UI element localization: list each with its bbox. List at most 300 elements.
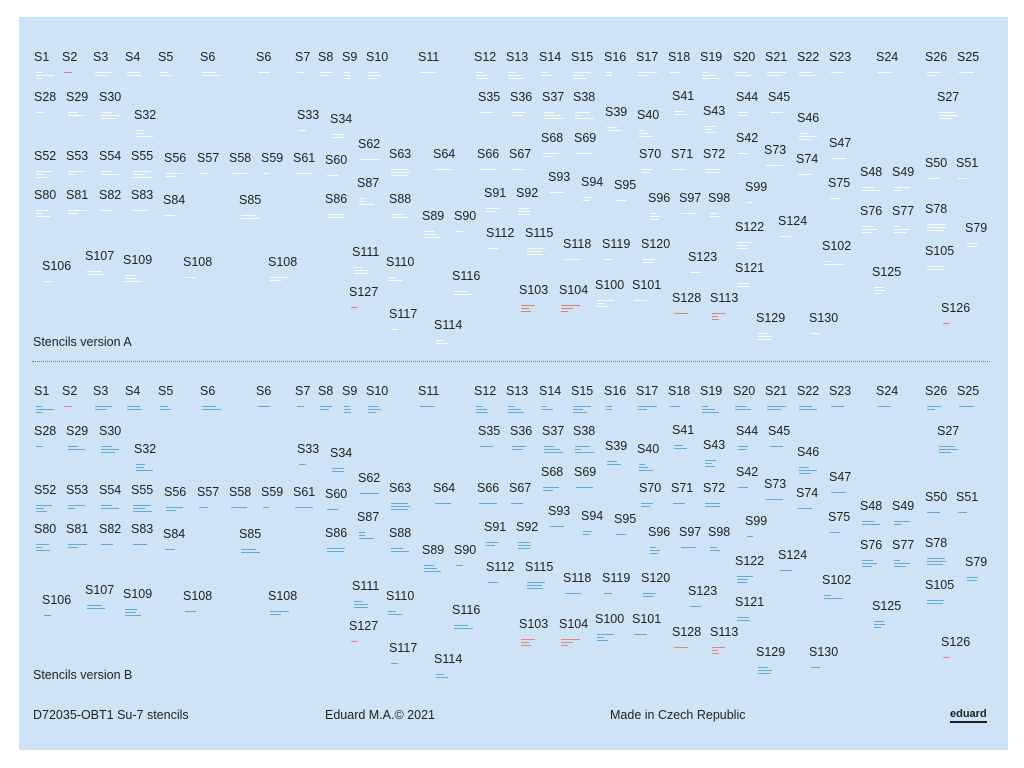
decal-stroke <box>573 75 583 76</box>
decal-stroke <box>36 112 43 113</box>
decal-stroke <box>927 406 941 407</box>
decal-stroke <box>327 509 338 510</box>
stencil-decal <box>344 72 351 81</box>
decal-stroke <box>767 75 781 76</box>
stencil-label: S10 <box>366 384 389 398</box>
stencil-label: S70 <box>639 147 662 161</box>
decal-stroke <box>862 524 880 525</box>
footer-copyright: Eduard M.A.© 2021 <box>325 708 435 722</box>
stencil-decal <box>391 548 409 554</box>
stencil-label: S42 <box>736 465 759 479</box>
stencil-decal <box>133 171 152 180</box>
stencil-label: S70 <box>639 481 662 495</box>
decal-stroke <box>673 169 685 170</box>
decal-stroke <box>327 548 345 549</box>
decal-stroke <box>544 449 560 450</box>
decal-stroke <box>231 173 247 174</box>
decal-stroke <box>133 171 151 172</box>
decal-stroke <box>241 552 260 553</box>
decal-stroke <box>712 313 725 314</box>
decal-stroke <box>862 229 877 230</box>
decal-stroke <box>36 174 44 175</box>
decal-stroke <box>456 231 463 232</box>
decal-stroke <box>874 290 885 291</box>
decal-stroke <box>332 468 344 469</box>
decal-stroke <box>332 137 344 138</box>
stencil-label: S60 <box>325 153 348 167</box>
decal-stroke <box>735 75 751 76</box>
stencil-label: S52 <box>34 149 57 163</box>
decal-stroke <box>133 508 145 509</box>
stencil-label: S63 <box>389 147 412 161</box>
decal-stroke <box>270 280 281 281</box>
decal-stroke <box>160 409 171 410</box>
decal-stroke <box>320 72 332 73</box>
decal-stroke <box>391 551 409 552</box>
stencil-decal <box>939 112 958 121</box>
decal-stroke <box>543 487 559 488</box>
decal-stroke <box>488 582 498 583</box>
stencil-decal <box>927 224 946 233</box>
stencil-decal <box>583 531 592 537</box>
decal-stroke <box>166 173 183 174</box>
stencil-label: S102 <box>822 239 852 253</box>
decal-stroke <box>388 280 402 281</box>
decal-stroke <box>575 112 590 113</box>
stencil-decal <box>561 639 580 648</box>
decal-stroke <box>830 198 840 199</box>
stencil-decal <box>702 72 719 81</box>
stencil-decal <box>160 406 171 412</box>
decal-stroke <box>101 508 119 509</box>
stencil-decal <box>780 570 792 573</box>
decal-stroke <box>424 231 434 232</box>
stencil-decal <box>295 173 313 176</box>
decal-stroke <box>508 72 515 73</box>
stencil-label: S54 <box>99 149 122 163</box>
stencil-label: S96 <box>648 191 671 205</box>
decal-stroke <box>943 323 950 324</box>
decal-stroke <box>44 281 51 282</box>
decal-stroke <box>702 412 719 413</box>
decal-stroke <box>127 406 140 407</box>
decal-stroke <box>424 568 437 569</box>
stencil-label: S116 <box>452 269 481 283</box>
decal-stroke <box>133 544 147 545</box>
decal-stroke <box>874 621 884 622</box>
stencil-decal <box>486 542 499 548</box>
stencil-decal <box>712 647 725 656</box>
stencil-decal <box>36 210 50 219</box>
decal-stroke <box>36 171 52 172</box>
stencil-label: S56 <box>164 151 187 165</box>
decal-stroke <box>958 178 967 179</box>
decal-stroke <box>894 521 910 522</box>
decal-stroke <box>641 503 653 504</box>
decal-stroke <box>512 446 526 447</box>
stencil-label: S55 <box>131 483 154 497</box>
decal-stroke <box>125 281 141 282</box>
decal-stroke <box>544 118 563 119</box>
stencil-label: S108 <box>268 589 298 603</box>
decal-stroke <box>643 259 656 260</box>
stencil-label: S74 <box>796 486 819 500</box>
decal-stroke <box>737 617 749 618</box>
stencil-label: S11 <box>418 50 440 64</box>
stencil-label: S94 <box>581 509 604 523</box>
decal-stroke <box>705 503 720 504</box>
stencil-decal <box>125 275 141 284</box>
decal-stroke <box>125 278 136 279</box>
stencil-decal <box>36 72 54 81</box>
stencil-label: S99 <box>745 180 768 194</box>
decal-stroke <box>878 72 891 73</box>
decal-stroke <box>670 72 680 73</box>
stencil-decal <box>799 406 817 412</box>
stencil-decal <box>874 287 885 296</box>
stencil-decal <box>64 406 72 409</box>
decal-stroke <box>824 595 831 596</box>
decal-stroke <box>939 449 958 450</box>
decal-stroke <box>767 406 786 407</box>
decal-stroke <box>712 653 719 654</box>
stencil-label: S102 <box>822 573 852 587</box>
decal-stroke <box>607 130 621 131</box>
decal-stroke <box>508 412 524 413</box>
decal-stroke <box>604 259 612 260</box>
decal-stroke <box>486 542 499 543</box>
stencil-label: S44 <box>736 90 759 104</box>
stencil-label: S55 <box>131 149 154 163</box>
stencil-decal <box>767 72 786 78</box>
decal-stroke <box>136 470 153 471</box>
stencil-label: S67 <box>509 481 532 495</box>
decal-stroke <box>87 271 102 272</box>
decal-stroke <box>967 246 977 247</box>
decal-stroke <box>424 237 441 238</box>
decal-stroke <box>862 226 873 227</box>
stencil-label: S33 <box>297 442 320 456</box>
stencil-label: S17 <box>636 384 659 398</box>
stencil-label: S59 <box>261 485 284 499</box>
stencil-decal <box>68 446 85 452</box>
stencil-label: S107 <box>85 249 115 263</box>
stencil-decal <box>738 487 748 490</box>
stencil-decal <box>68 210 87 216</box>
decal-stroke <box>737 242 753 243</box>
decal-stroke <box>165 215 175 216</box>
decal-stroke <box>862 566 872 567</box>
decal-stroke <box>424 234 437 235</box>
decal-stroke <box>527 585 542 586</box>
stencil-label: S1 <box>34 50 50 64</box>
stencil-label: S129 <box>756 311 786 325</box>
decal-stroke <box>831 158 846 159</box>
stencil-decal <box>68 544 87 550</box>
stencil-label: S10 <box>366 50 389 64</box>
stencil-label: S113 <box>710 625 739 639</box>
stencil-label: S91 <box>484 186 507 200</box>
decal-stroke <box>344 409 351 410</box>
stencil-decal <box>101 446 119 455</box>
decal-stroke <box>758 667 768 668</box>
decal-stroke <box>712 316 718 317</box>
decal-stroke <box>388 611 396 612</box>
stencil-decal <box>359 532 374 541</box>
stencil-decal <box>36 406 54 415</box>
decal-stroke <box>125 609 137 610</box>
decal-stroke <box>424 565 434 566</box>
stencil-label: S112 <box>486 560 515 574</box>
stencil-label: S58 <box>229 485 252 499</box>
decal-stroke <box>738 153 748 154</box>
stencil-label: S88 <box>389 526 412 540</box>
stencil-decal <box>690 272 701 275</box>
decal-stroke <box>543 490 553 491</box>
decal-stroke <box>36 511 47 512</box>
stencil-label: S26 <box>925 50 948 64</box>
decal-stroke <box>436 343 448 344</box>
decal-stroke <box>391 663 398 664</box>
stencil-decal <box>391 503 410 512</box>
decal-stroke <box>705 169 720 170</box>
stencil-label: S43 <box>703 438 726 452</box>
stencil-decal <box>101 112 119 121</box>
decal-stroke <box>133 177 152 178</box>
stencil-label: S110 <box>386 255 415 269</box>
decal-stroke <box>185 611 196 612</box>
decal-stroke <box>758 339 771 340</box>
stencil-label: S123 <box>688 250 718 264</box>
decal-stroke <box>36 72 42 73</box>
stencil-label: S35 <box>478 90 501 104</box>
decal-stroke <box>737 283 749 284</box>
stencil-label: S85 <box>239 527 262 541</box>
stencil-label: S54 <box>99 483 122 497</box>
stencil-decal <box>638 406 657 412</box>
decal-stroke <box>327 175 338 176</box>
decal-stroke <box>136 133 144 134</box>
stencil-decal <box>544 446 563 455</box>
stencil-decal <box>927 512 940 515</box>
stencil-label: S69 <box>574 465 597 479</box>
stencil-decal <box>512 446 526 452</box>
stencil-label: S64 <box>433 147 456 161</box>
stencil-decal <box>202 72 221 78</box>
decal-stroke <box>799 470 817 471</box>
stencil-label: S128 <box>672 291 702 305</box>
stencil-decal <box>606 406 612 412</box>
stencil-label: S6 <box>200 384 216 398</box>
stencil-label: S100 <box>595 612 625 626</box>
stencil-label: S79 <box>965 555 988 569</box>
decal-stroke <box>391 175 408 176</box>
stencil-decal <box>967 243 978 249</box>
decal-stroke <box>518 545 531 546</box>
stencil-decal <box>705 503 720 509</box>
decal-stroke <box>521 311 531 312</box>
decal-stroke <box>894 187 910 188</box>
decal-stroke <box>424 571 441 572</box>
decal-stroke <box>68 174 75 175</box>
decal-stroke <box>650 547 656 548</box>
decal-stroke <box>561 311 568 312</box>
stencil-decal <box>511 169 523 172</box>
decal-stroke <box>862 560 873 561</box>
decal-stroke <box>737 286 750 287</box>
stencil-decal <box>894 187 910 193</box>
decal-stroke <box>799 473 811 474</box>
decal-stroke <box>927 230 943 231</box>
stencil-label: S41 <box>672 89 695 103</box>
stencil-label: S62 <box>358 137 381 151</box>
decal-stroke <box>521 645 531 646</box>
decal-stroke <box>518 211 531 212</box>
stencil-label: S18 <box>668 50 691 64</box>
stencil-label: S48 <box>860 499 883 513</box>
decal-stroke <box>780 570 792 571</box>
decal-stroke <box>297 72 304 73</box>
stencil-label: S92 <box>516 186 539 200</box>
stencil-decal <box>831 158 846 161</box>
stencil-decal <box>541 72 553 78</box>
decal-stroke <box>799 406 812 407</box>
stencil-label: S49 <box>892 165 915 179</box>
stencil-decal <box>95 72 112 78</box>
stencil-decal <box>799 467 817 476</box>
stencil-label: S22 <box>797 384 820 398</box>
stencil-label: S37 <box>542 90 565 104</box>
stencil-decal <box>391 214 409 220</box>
decal-stroke <box>508 78 524 79</box>
stencil-label: S36 <box>510 90 533 104</box>
stencil-decal <box>327 509 338 512</box>
stencil-label: S33 <box>297 108 320 122</box>
decal-stroke <box>263 173 269 174</box>
stencil-label: S76 <box>860 204 883 218</box>
decal-stroke <box>862 187 874 188</box>
stencil-label: S50 <box>925 156 948 170</box>
stencil-decal <box>160 72 171 78</box>
decal-stroke <box>127 75 142 76</box>
stencil-decal <box>133 505 152 514</box>
stencil-label: S19 <box>700 384 723 398</box>
stencil-decal <box>575 112 594 121</box>
decal-stroke <box>576 487 593 488</box>
decal-stroke <box>705 132 715 133</box>
stencil-decal <box>258 72 270 75</box>
section-a-caption: Stencils version A <box>33 335 132 349</box>
decal-stroke <box>454 291 468 292</box>
stencil-label: S126 <box>941 635 971 649</box>
stencil-label: S5 <box>158 384 174 398</box>
decal-stroke <box>36 412 42 413</box>
decal-stroke <box>702 409 715 410</box>
decal-stroke <box>674 114 687 115</box>
decal-stroke <box>518 214 530 215</box>
stencil-decal <box>573 406 591 415</box>
decal-stroke <box>561 308 573 309</box>
stencil-decal <box>512 112 526 118</box>
decal-stroke <box>674 111 683 112</box>
decal-stroke <box>747 202 753 203</box>
stencil-decal <box>639 464 653 473</box>
decal-stroke <box>702 406 708 407</box>
decal-stroke <box>202 406 216 407</box>
decal-stroke <box>36 78 42 79</box>
decal-stroke <box>359 532 365 533</box>
stencil-label: S15 <box>571 50 594 64</box>
decal-stroke <box>767 409 781 410</box>
section-b-caption: Stencils version B <box>33 668 133 682</box>
decal-stroke <box>527 248 545 249</box>
decal-stroke <box>639 136 653 137</box>
decal-stroke <box>573 78 587 79</box>
stencil-label: S61 <box>293 151 316 165</box>
stencil-label: S47 <box>829 470 852 484</box>
stencil-label: S81 <box>66 188 89 202</box>
decal-stroke <box>166 507 183 508</box>
decal-stroke <box>64 72 72 73</box>
stencil-decal <box>798 174 812 177</box>
stencil-label: S42 <box>736 131 759 145</box>
decal-stroke <box>967 580 977 581</box>
decal-stroke <box>561 639 580 640</box>
stencil-label: S39 <box>605 439 628 453</box>
stencil-label: S66 <box>477 481 500 495</box>
decal-stroke <box>101 174 119 175</box>
stencil-decal <box>185 277 196 280</box>
stencil-label: S100 <box>595 278 625 292</box>
stencil-decal <box>927 406 941 412</box>
decal-stroke <box>606 75 612 76</box>
stencil-decal <box>332 468 344 474</box>
decal-stroke <box>391 506 410 507</box>
decal-stroke <box>527 582 545 583</box>
stencil-decal <box>527 582 545 591</box>
decal-stroke <box>476 75 487 76</box>
decal-stroke <box>702 78 719 79</box>
stencil-label: S9 <box>342 384 358 398</box>
decal-stroke <box>565 259 581 260</box>
decal-stroke <box>68 449 85 450</box>
stencil-label: S3 <box>93 384 109 398</box>
decal-stroke <box>258 72 270 73</box>
decal-stroke <box>758 670 772 671</box>
decal-stroke <box>583 531 592 532</box>
decal-stroke <box>597 634 614 635</box>
stencil-decal <box>480 112 493 115</box>
stencil-label: S3 <box>93 50 109 64</box>
stencil-label: S16 <box>604 384 627 398</box>
stencil-decal <box>634 634 647 637</box>
stencil-decal <box>576 153 593 156</box>
stencil-decal <box>583 197 592 203</box>
decal-stroke <box>544 112 554 113</box>
stencil-label: S78 <box>925 536 948 550</box>
stencil-label: S95 <box>614 512 637 526</box>
decal-stroke <box>36 446 43 447</box>
decal-stroke <box>824 264 843 265</box>
decal-stroke <box>597 303 604 304</box>
stencil-decal <box>435 169 451 172</box>
stencil-decal <box>830 198 840 201</box>
stencil-decal <box>199 507 208 510</box>
decal-stroke <box>270 614 281 615</box>
decal-stroke <box>68 508 75 509</box>
decal-stroke <box>479 503 497 504</box>
decal-stroke <box>512 449 523 450</box>
